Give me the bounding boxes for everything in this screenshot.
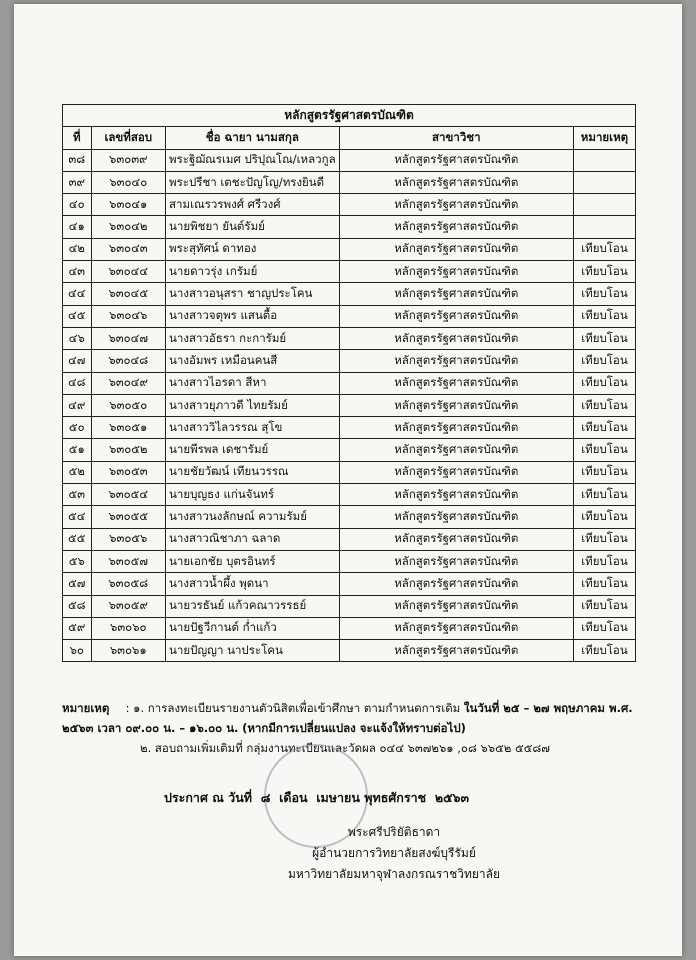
row-exam-id: ๖๓๐๔๑: [91, 194, 166, 216]
row-exam-id: ๖๓๐๖๐: [91, 617, 166, 639]
row-major: หลักสูตรรัฐศาสตรบัณฑิต: [339, 350, 573, 372]
row-name: พระสุทัศน์ ดาทอง: [166, 238, 340, 260]
row-name: นางอัมพร เหมือนคนสี: [166, 350, 340, 372]
row-major: หลักสูตรรัฐศาสตรบัณฑิต: [339, 417, 573, 439]
table-row: [63, 194, 636, 216]
header-exam-id: เลขที่สอบ: [91, 127, 166, 149]
row-note: เทียบโอน: [573, 461, 635, 483]
row-name: นายชัยวัฒน์ เทียนวรรณ: [166, 461, 340, 483]
table-row: [63, 461, 636, 483]
row-name: นางสาวณิชาภา ฉลาด: [166, 528, 340, 550]
row-major: หลักสูตรรัฐศาสตรบัณฑิต: [339, 640, 573, 662]
table-body: [63, 149, 636, 662]
table-row: [63, 372, 636, 394]
table-row: [63, 283, 636, 305]
row-exam-id: ๖๓๐๕๐: [91, 394, 166, 416]
signer-position: ผู้อำนวยการวิทยาลัยสงฆ์บุรีรัมย์: [312, 846, 476, 860]
row-no: ๕๐: [63, 417, 92, 439]
announce-month: เมษายน: [316, 790, 360, 805]
row-name: สามเณรวรพงศ์ ศรีวงศ์: [166, 194, 340, 216]
row-exam-id: ๖๓๐๔๔: [91, 261, 166, 283]
row-exam-id: ๖๓๐๔๐: [91, 171, 166, 193]
table-row: [63, 171, 636, 193]
row-name: นางสาวอนุสรา ชาญประโคน: [166, 283, 340, 305]
row-name: นายปัฐวีกานต์ ก่ำแก้ว: [166, 617, 340, 639]
table-row: [63, 640, 636, 662]
student-table: [62, 104, 636, 662]
row-note: [573, 216, 635, 238]
row-note: เทียบโอน: [573, 573, 635, 595]
table-row: [63, 595, 636, 617]
row-exam-id: ๖๓๐๔๓: [91, 238, 166, 260]
row-no: ๕๗: [63, 573, 92, 595]
row-name: นายพีรพล เดชารัมย์: [166, 439, 340, 461]
row-note: เทียบโอน: [573, 484, 635, 506]
row-exam-id: ๖๓๐๕๓: [91, 461, 166, 483]
row-no: ๔๕: [63, 305, 92, 327]
table-row: [63, 484, 636, 506]
row-no: ๔๔: [63, 283, 92, 305]
document-page: [14, 4, 682, 956]
row-no: ๔๙: [63, 394, 92, 416]
row-exam-id: ๖๓๐๕๘: [91, 573, 166, 595]
row-note: เทียบโอน: [573, 372, 635, 394]
row-major: หลักสูตรรัฐศาสตรบัณฑิต: [339, 528, 573, 550]
signature-block: [214, 822, 574, 885]
row-exam-id: ๖๓๐๕๗: [91, 550, 166, 572]
row-note: [573, 171, 635, 193]
row-name: พระปรีชา เตชะปัญโญ/ทรงยินดี: [166, 171, 340, 193]
row-name: นายเอกชัย บุตรอินทร์: [166, 550, 340, 572]
row-major: หลักสูตรรัฐศาสตรบัณฑิต: [339, 461, 573, 483]
row-note: เทียบโอน: [573, 528, 635, 550]
row-note: [573, 194, 635, 216]
announce-prefix: ประกาศ ณ วันที่: [164, 790, 252, 805]
row-no: ๔๐: [63, 194, 92, 216]
table-row: [63, 573, 636, 595]
row-major: หลักสูตรรัฐศาสตรบัณฑิต: [339, 595, 573, 617]
row-major: หลักสูตรรัฐศาสตรบัณฑิต: [339, 261, 573, 283]
row-exam-id: ๖๓๐๔๙: [91, 372, 166, 394]
row-note: เทียบโอน: [573, 350, 635, 372]
announcement-date: [164, 788, 469, 808]
row-major: หลักสูตรรัฐศาสตรบัณฑิต: [339, 617, 573, 639]
table-row: [63, 238, 636, 260]
row-major: หลักสูตรรัฐศาสตรบัณฑิต: [339, 372, 573, 394]
row-major: หลักสูตรรัฐศาสตรบัณฑิต: [339, 394, 573, 416]
row-exam-id: ๖๓๐๔๒: [91, 216, 166, 238]
row-name: นางสาวยุภาวดี ไทยรัมย์: [166, 394, 340, 416]
row-note: เทียบโอน: [573, 506, 635, 528]
row-exam-id: ๖๓๐๕๖: [91, 528, 166, 550]
row-name: นางสาววิไลวรรณ สุโข: [166, 417, 340, 439]
row-no: ๕๓: [63, 484, 92, 506]
signer-name: พระศรีปริยัติธาดา: [347, 825, 441, 839]
row-major: หลักสูตรรัฐศาสตรบัณฑิต: [339, 550, 573, 572]
table-row: [63, 149, 636, 171]
row-no: ๕๘: [63, 595, 92, 617]
note-1-date: ในวันที่ ๒๕ – ๒๗ พฤษภาคม พ.ศ.: [463, 701, 633, 715]
row-name: นายวรธันย์ แก้วคณาวรรธย์: [166, 595, 340, 617]
row-note: เทียบโอน: [573, 283, 635, 305]
header-no: ที่: [63, 127, 92, 149]
table-row: [63, 261, 636, 283]
note-2-text: ๒. สอบถามเพิ่มเติมที่ กลุ่มงานทะเบียนและวัดผล ๐๔๔ ๖๓๗๒๖๑ ,๐๘ ๖๖๕๒ ๕๕๘๗: [140, 741, 550, 755]
row-no: ๔๖: [63, 327, 92, 349]
row-major: หลักสูตรรัฐศาสตรบัณฑิต: [339, 171, 573, 193]
row-name: พระฐิฌัณรเมศ ปริปุณโณ/เหลวกูล: [166, 149, 340, 171]
note-1-change: (หากมีการเปลี่ยนแปลง จะแจ้งให้ทราบต่อไป): [242, 721, 466, 735]
row-no: ๔๘: [63, 372, 92, 394]
row-note: เทียบโอน: [573, 305, 635, 327]
table-row: [63, 350, 636, 372]
row-major: หลักสูตรรัฐศาสตรบัณฑิต: [339, 506, 573, 528]
row-name: นายบุญธง แก่นจันทร์: [166, 484, 340, 506]
signer-org: มหาวิทยาลัยมหาจุฬาลงกรณราชวิทยาลัย: [287, 867, 501, 881]
table-row: [63, 439, 636, 461]
row-note: เทียบโอน: [573, 261, 635, 283]
table-row: [63, 327, 636, 349]
row-note: เทียบโอน: [573, 238, 635, 260]
row-note: [573, 149, 635, 171]
row-no: ๔๓: [63, 261, 92, 283]
table-row: [63, 417, 636, 439]
row-no: ๕๖: [63, 550, 92, 572]
row-name: นางสาวนงลักษณ์ ความรัมย์: [166, 506, 340, 528]
row-major: หลักสูตรรัฐศาสตรบัณฑิต: [339, 573, 573, 595]
row-no: ๔๒: [63, 238, 92, 260]
row-name: นางสาวอัธรา กะการัมย์: [166, 327, 340, 349]
table-row: [63, 550, 636, 572]
announce-month-label: เดือน: [279, 790, 308, 805]
table-header-row: [63, 127, 636, 149]
row-name: นายพิชยา ยันต์รัมย์: [166, 216, 340, 238]
row-major: หลักสูตรรัฐศาสตรบัณฑิต: [339, 327, 573, 349]
row-major: หลักสูตรรัฐศาสตรบัณฑิต: [339, 484, 573, 506]
note-1-text: : ๑. การลงทะเบียนรายงานตัวนิสิตเพื่อเข้าศึกษา ตามกำหนดการเดิม: [125, 701, 461, 715]
row-exam-id: ๖๓๐๔๘: [91, 350, 166, 372]
row-exam-id: ๖๓๐๕๔: [91, 484, 166, 506]
row-exam-id: ๖๓๐๖๑: [91, 640, 166, 662]
notes-label: หมายเหตุ: [62, 701, 110, 715]
row-major: หลักสูตรรัฐศาสตรบัณฑิต: [339, 238, 573, 260]
announce-year: ๒๕๖๓: [434, 790, 470, 805]
row-note: เทียบโอน: [573, 617, 635, 639]
table-title: หลักสูตรรัฐศาสตรบัณฑิต: [63, 105, 636, 127]
row-no: ๓๘: [63, 149, 92, 171]
table-row: [63, 216, 636, 238]
row-note: เทียบโอน: [573, 595, 635, 617]
header-major: สาขาวิชา: [339, 127, 573, 149]
table-row: [63, 617, 636, 639]
notes-section: [62, 698, 662, 758]
row-note: เทียบโอน: [573, 640, 635, 662]
row-no: ๕๙: [63, 617, 92, 639]
row-note: เทียบโอน: [573, 439, 635, 461]
table-row: [63, 394, 636, 416]
announce-year-label: พุทธศักราช: [364, 790, 427, 805]
row-note: เทียบโอน: [573, 550, 635, 572]
row-note: เทียบโอน: [573, 394, 635, 416]
row-exam-id: ๖๓๐๕๕: [91, 506, 166, 528]
table-row: [63, 528, 636, 550]
table-row: [63, 305, 636, 327]
row-note: เทียบโอน: [573, 417, 635, 439]
row-no: ๕๔: [63, 506, 92, 528]
row-exam-id: ๖๓๐๔๕: [91, 283, 166, 305]
row-name: นางสาวน้ำผึ้ง พุดนา: [166, 573, 340, 595]
row-exam-id: ๖๓๐๕๙: [91, 595, 166, 617]
header-name: ชื่อ ฉายา นามสกุล: [166, 127, 340, 149]
note-1-time: ๒๕๖๓ เวลา ๐๙.๐๐ น. – ๑๖.๐๐ น.: [62, 721, 239, 735]
row-exam-id: ๖๓๐๕๑: [91, 417, 166, 439]
row-name: นางสาวไอรดา สีหา: [166, 372, 340, 394]
row-major: หลักสูตรรัฐศาสตรบัณฑิต: [339, 149, 573, 171]
row-no: ๔๗: [63, 350, 92, 372]
row-no: ๕๕: [63, 528, 92, 550]
row-exam-id: ๖๓๐๔๗: [91, 327, 166, 349]
row-no: ๖๐: [63, 640, 92, 662]
row-no: ๕๒: [63, 461, 92, 483]
announce-day: ๘: [260, 790, 271, 805]
row-name: นายปัญญา นาประโคน: [166, 640, 340, 662]
row-exam-id: ๖๓๐๓๙: [91, 149, 166, 171]
row-exam-id: ๖๓๐๕๒: [91, 439, 166, 461]
row-major: หลักสูตรรัฐศาสตรบัณฑิต: [339, 439, 573, 461]
table-row: [63, 506, 636, 528]
row-major: หลักสูตรรัฐศาสตรบัณฑิต: [339, 305, 573, 327]
row-major: หลักสูตรรัฐศาสตรบัณฑิต: [339, 194, 573, 216]
row-name: นางสาวจตุพร แสนตื้อ: [166, 305, 340, 327]
row-no: ๔๑: [63, 216, 92, 238]
row-major: หลักสูตรรัฐศาสตรบัณฑิต: [339, 216, 573, 238]
row-major: หลักสูตรรัฐศาสตรบัณฑิต: [339, 283, 573, 305]
row-note: เทียบโอน: [573, 327, 635, 349]
row-no: ๕๑: [63, 439, 92, 461]
row-name: นายดาวรุ่ง เกรัมย์: [166, 261, 340, 283]
row-exam-id: ๖๓๐๔๖: [91, 305, 166, 327]
header-note: หมายเหตุ: [573, 127, 635, 149]
row-no: ๓๙: [63, 171, 92, 193]
